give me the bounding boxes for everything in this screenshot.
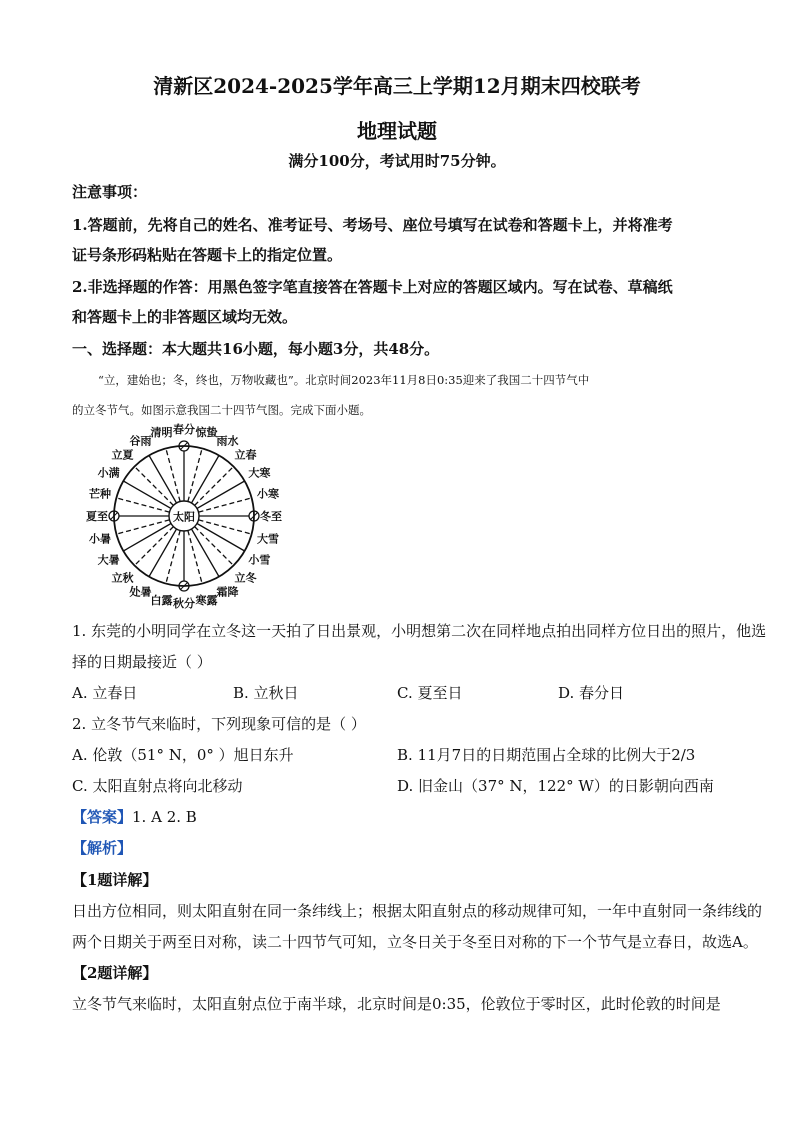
term-ray-17 xyxy=(149,529,177,577)
q1-detail-line-2: 两个日期关于两至日对称，读二十四节气可知，立冬日关于冬至日对称的下一个节气是立春日，故选A。 xyxy=(72,933,758,951)
term-label-20: 寒露 xyxy=(195,594,218,608)
term-label-8: 清明 xyxy=(150,425,173,439)
notice-item-2-line-2: 和答题卡上的非答题区域均无效。 xyxy=(72,308,298,326)
q1-option-c: C. 夏至日 xyxy=(397,684,463,702)
term-ray-8 xyxy=(166,448,180,501)
term-label-19: 秋分 xyxy=(173,597,195,610)
q2-stem: 2. 立冬节气来临时，下列现象可信的是（ ） xyxy=(72,715,366,733)
term-ray-6 xyxy=(188,448,202,501)
q2-option-a: A. 伦敦（51° N，0° ）旭日东升 xyxy=(72,746,294,764)
term-ray-20 xyxy=(188,530,202,583)
q2-option-d: D. 旧金山（37° N，122° W）的日影朝向西南 xyxy=(397,777,714,795)
term-ray-2 xyxy=(198,498,251,512)
term-label-17: 处暑 xyxy=(129,585,152,599)
term-label-5: 雨水 xyxy=(216,434,239,448)
term-ray-21 xyxy=(192,529,220,577)
q2-option-b: B. 11月7日的日期范围占全球的比例大于2/3 xyxy=(397,746,696,764)
term-ray-24 xyxy=(198,520,251,534)
sun-label: 太阳 xyxy=(173,510,195,524)
term-ray-11 xyxy=(123,481,171,509)
term-label-24: 大雪 xyxy=(257,532,280,546)
notice-heading: 注意事项： xyxy=(72,183,148,201)
q1-option-d: D. 春分日 xyxy=(558,684,625,702)
intro-line-1: “立，建始也；冬，终也，万物收藏也”。北京时间2023年11月8日0:35迎来了我国二十四节气中 xyxy=(98,373,590,387)
term-label-10: 立夏 xyxy=(111,448,134,462)
term-label-23: 小雪 xyxy=(248,553,271,567)
exam-title: 清新区2024-2025学年高三上学期12月期末四校联考 xyxy=(153,74,641,98)
term-label-18: 白露 xyxy=(150,594,173,608)
term-ray-23 xyxy=(197,524,245,552)
term-ray-10 xyxy=(135,467,174,506)
q2-detail-line-1: 立冬节气来临时，太阳直射点位于南半球，北京时间是0:35，伦敦位于零时区，此时伦敦的时间是 xyxy=(72,995,721,1013)
q1-detail-label: 【1题详解】 xyxy=(72,871,158,889)
term-label-13: 夏至 xyxy=(86,510,108,523)
subject-title: 地理试题 xyxy=(357,119,437,143)
term-ray-9 xyxy=(149,455,177,503)
term-label-11: 小满 xyxy=(97,466,120,480)
term-label-4: 立春 xyxy=(234,448,257,462)
term-label-2: 小寒 xyxy=(257,487,280,501)
intro-line-2: 的立冬节气。如图示意我国二十四节气图。完成下面小题。 xyxy=(72,403,371,417)
notice-item-1-line-2: 证号条形码粘贴在答题卡上的指定位置。 xyxy=(72,246,343,264)
q1-stem-line-2: 择的日期最接近（ ） xyxy=(72,653,212,671)
term-label-21: 霜降 xyxy=(216,585,239,599)
term-label-7: 春分 xyxy=(173,423,195,436)
q2-option-c: C. 太阳直射点将向北移动 xyxy=(72,777,243,795)
term-label-3: 大寒 xyxy=(248,466,271,480)
term-ray-14 xyxy=(116,520,169,534)
term-ray-3 xyxy=(197,481,245,509)
q2-detail-label: 【2题详解】 xyxy=(72,964,158,982)
term-label-15: 大暑 xyxy=(97,553,120,567)
answer-label: 【答案】 xyxy=(72,808,133,826)
term-ray-18 xyxy=(166,530,180,583)
q1-stem-line-1: 1. 东莞的小明同学在立冬这一天拍了日出景观，小明想第二次在同样地点拍出同样方位日出的照片，他选 xyxy=(72,622,767,640)
term-ray-16 xyxy=(135,527,174,566)
term-ray-4 xyxy=(195,467,234,506)
solar-terms-diagram xyxy=(60,418,310,613)
exam-meta: 满分100分，考试用时75分钟。 xyxy=(288,152,506,170)
term-label-1: 冬至 xyxy=(260,510,282,523)
term-label-12: 芒种 xyxy=(88,487,111,501)
term-ray-22 xyxy=(195,527,234,566)
q1-option-b: B. 立秋日 xyxy=(233,684,299,702)
notice-item-1-line-1: 1.答题前，先将自己的姓名、准考证号、考场号、座位号填写在试卷和答题卡上，并将准考 xyxy=(72,216,673,234)
term-label-16: 立秋 xyxy=(111,571,134,585)
term-label-22: 立冬 xyxy=(234,571,257,585)
answer-row xyxy=(72,806,197,827)
answer-text: 1. A 2. B xyxy=(132,808,197,826)
term-ray-5 xyxy=(192,455,220,503)
term-ray-15 xyxy=(123,524,171,552)
analysis-label: 【解析】 xyxy=(72,839,133,857)
q1-option-a: A. 立春日 xyxy=(72,684,138,702)
term-label-6: 惊蛰 xyxy=(195,425,218,439)
term-label-9: 谷雨 xyxy=(129,434,152,448)
section-1-heading: 一、选择题：本大题共16小题，每小题3分，共48分。 xyxy=(72,340,440,358)
q1-detail-line-1: 日出方位相同，则太阳直射在同一条纬线上；根据太阳直射点的移动规律可知，一年中直射同一条纬线的 xyxy=(72,902,763,920)
term-label-14: 小暑 xyxy=(88,532,111,546)
notice-item-2-line-1: 2.非选择题的作答：用黑色签字笔直接答在答题卡上对应的答题区域内。写在试卷、草稿纸 xyxy=(72,278,673,296)
term-ray-12 xyxy=(116,498,169,512)
